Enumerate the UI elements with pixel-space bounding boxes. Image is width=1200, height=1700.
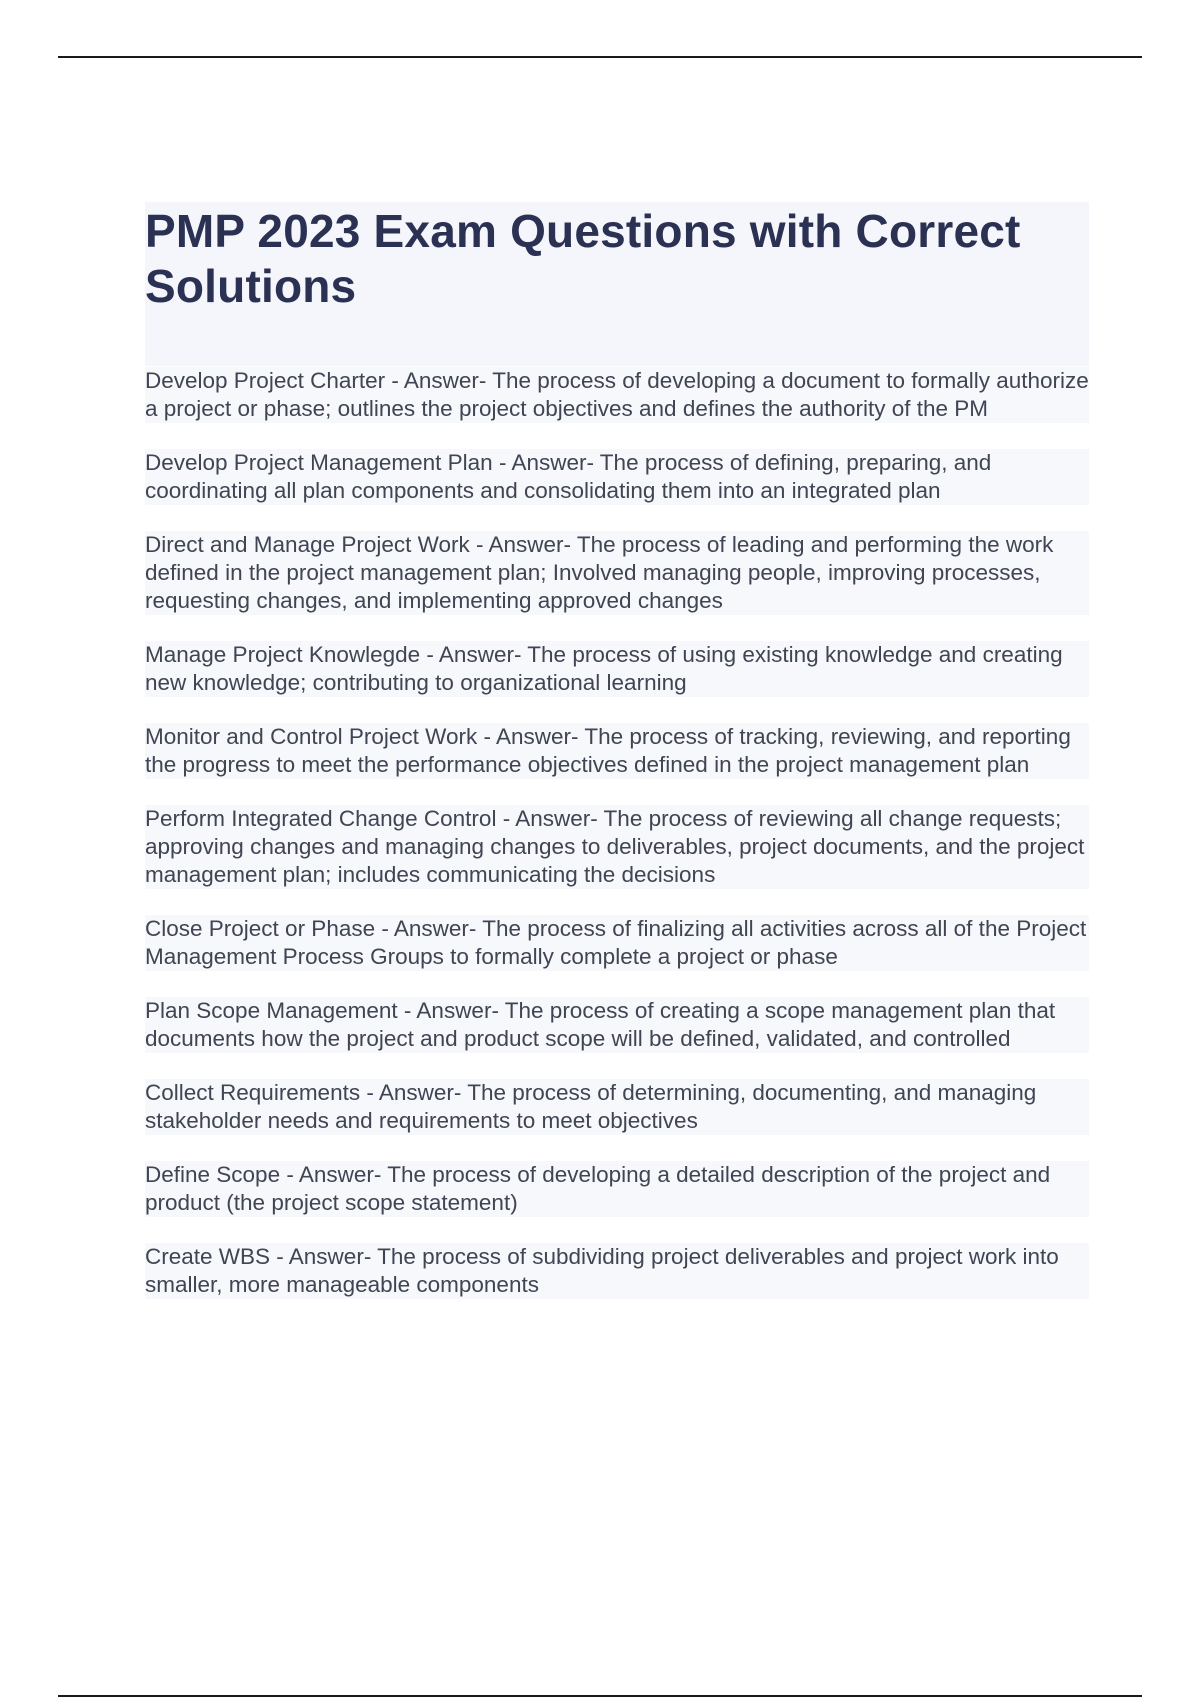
entry-list — [145, 367, 1089, 1325]
bottom-rule — [58, 1695, 1142, 1697]
entry-monitor-and-control-project-work: Monitor and Control Project Work - Answer- The process of tracking, reviewing, and reporting the progress to meet the performance objectives defined in the project management plan — [145, 723, 1089, 779]
entry-define-scope: Define Scope - Answer- The process of developing a detailed description of the project and product (the project scope statement) — [145, 1161, 1089, 1217]
entry-create-wbs: Create WBS - Answer- The process of subdividing project deliverables and project work into smaller, more manageable components — [145, 1243, 1089, 1299]
entry-develop-project-charter: Develop Project Charter - Answer- The process of developing a document to formally authorize a project or phase; outlines the project objectives and defines the authority of the PM — [145, 368, 1089, 421]
entry-perform-integrated-change-control: Perform Integrated Change Control - Answer- The process of reviewing all change requests; approving changes and managing changes to deliverables, project documents, and the project management plan; includes communicating the decisions — [145, 805, 1089, 889]
entry-develop-project-management-plan: Develop Project Management Plan - Answer- The process of defining, preparing, and coordinating all plan components and consolidating them into an integrated plan — [145, 449, 1089, 505]
entry-manage-project-knowledge: Manage Project Knowlegde - Answer- The process of using existing knowledge and creating new knowledge; contributing to organizational learning — [145, 641, 1089, 697]
entry-collect-requirements: Collect Requirements - Answer- The process of determining, documenting, and managing stakeholder needs and requirements to meet objectives — [145, 1079, 1089, 1135]
entry-direct-and-manage-project-work: Direct and Manage Project Work - Answer- The process of leading and performing the work defined in the project management plan; Involved managing people, improving processes, requesting changes, and implementing approved changes — [145, 531, 1089, 615]
top-rule — [58, 56, 1142, 58]
entry-plan-scope-management: Plan Scope Management - Answer- The process of creating a scope management plan that documents how the project and product scope will be defined, validated, and controlled — [145, 997, 1089, 1053]
title-block — [145, 202, 1089, 366]
entry-close-project-or-phase: Close Project or Phase - Answer- The process of finalizing all activities across all of the Project Management Process Groups to formally complete a project or phase — [145, 915, 1089, 971]
document-title: PMP 2023 Exam Questions with Correct Solutions — [145, 205, 1021, 312]
